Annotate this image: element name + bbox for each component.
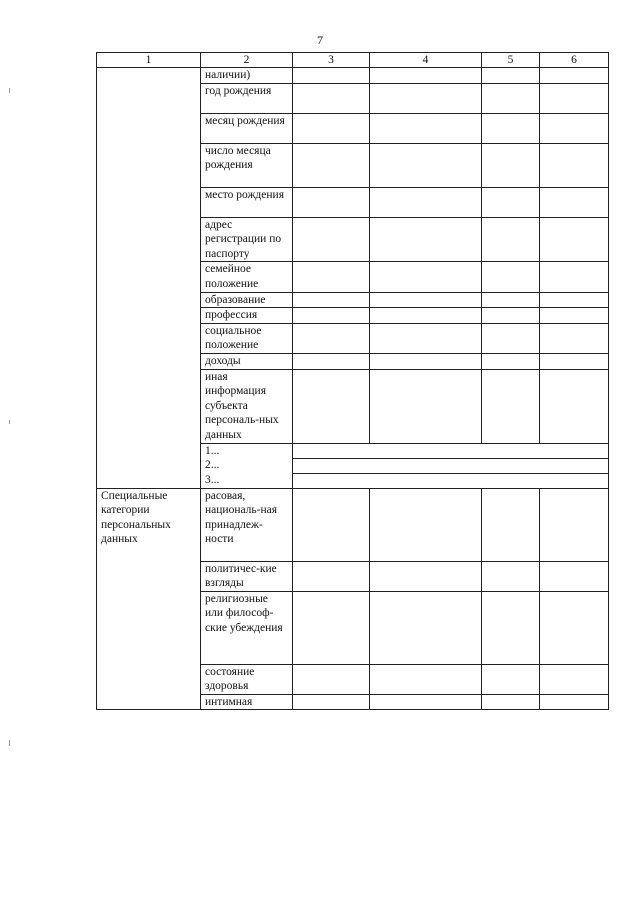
empty-cell [540, 591, 609, 664]
empty-cell [482, 664, 540, 694]
empty-cell [293, 369, 370, 443]
empty-cell [293, 488, 370, 561]
empty-cell [293, 308, 370, 324]
empty-cell [482, 292, 540, 308]
scan-artifact [9, 88, 10, 93]
empty-cell [370, 694, 482, 710]
item-cell: месяц рождения [201, 113, 293, 143]
empty-cell [540, 217, 609, 262]
empty-cell [293, 143, 370, 187]
empty-cell [540, 664, 609, 694]
empty-cell [293, 68, 370, 84]
empty-cell [370, 488, 482, 561]
empty-cell [293, 187, 370, 217]
column-header-3: 3 [293, 53, 370, 68]
empty-cell [482, 323, 540, 353]
empty-cell [370, 262, 482, 292]
empty-cell [482, 187, 540, 217]
empty-cell [540, 262, 609, 292]
empty-cell [540, 292, 609, 308]
empty-cell [370, 664, 482, 694]
empty-cell [370, 353, 482, 369]
empty-cell [540, 694, 609, 710]
empty-cell [540, 187, 609, 217]
item-cell: социальное положение [201, 323, 293, 353]
column-header-6: 6 [540, 53, 609, 68]
empty-cell [293, 561, 370, 591]
empty-cell [370, 217, 482, 262]
empty-cell [540, 353, 609, 369]
empty-cell [482, 143, 540, 187]
empty-cell [370, 83, 482, 113]
empty-cell [482, 369, 540, 443]
empty-cell [293, 694, 370, 710]
empty-cell [482, 217, 540, 262]
item-cell: профессия [201, 308, 293, 324]
page-number: 7 [317, 33, 323, 47]
item-cell: состояние здоровья [201, 664, 293, 694]
sub-item: 2... [205, 459, 220, 472]
item-cell: образование [201, 292, 293, 308]
empty-cell [540, 83, 609, 113]
scan-artifact [9, 740, 10, 746]
item-cell: адрес регистрации по паспорту [201, 217, 293, 262]
empty-cell [293, 83, 370, 113]
item-cell: религиозные или философ-ские убеждения [201, 591, 293, 664]
table-row [97, 68, 609, 84]
sub-items-cell [201, 443, 293, 488]
empty-cell [540, 323, 609, 353]
item-cell: интимная [201, 694, 293, 710]
item-cell: расовая, националь-ная принадлеж-ности [201, 488, 293, 561]
item-cell: доходы [201, 353, 293, 369]
empty-cell [540, 113, 609, 143]
empty-cell [482, 308, 540, 324]
column-header-1: 1 [97, 53, 201, 68]
empty-cell [370, 187, 482, 217]
empty-cell [370, 323, 482, 353]
empty-cell [482, 591, 540, 664]
column-header-5: 5 [482, 53, 540, 68]
item-cell: наличии) [201, 68, 293, 84]
empty-cell [540, 369, 609, 443]
empty-cell [293, 353, 370, 369]
empty-cell [482, 113, 540, 143]
empty-cell [293, 292, 370, 308]
sub-item: 1... [205, 444, 220, 457]
table-row [97, 488, 609, 561]
empty-cell [293, 323, 370, 353]
column-header-2: 2 [201, 53, 293, 68]
empty-cell [370, 113, 482, 143]
item-cell: иная информация субъекта персональ-ных данных [201, 369, 293, 443]
empty-cell [482, 262, 540, 292]
empty-cell [482, 561, 540, 591]
scan-artifact [9, 420, 10, 424]
empty-cell [482, 83, 540, 113]
personal-data-table [96, 52, 609, 710]
item-cell: число месяца рождения [201, 143, 293, 187]
sub-item: 3... [205, 473, 220, 486]
empty-cell [482, 694, 540, 710]
empty-cell [482, 68, 540, 84]
empty-cell [293, 664, 370, 694]
sub-items-empty-block [293, 443, 609, 488]
empty-cell [482, 488, 540, 561]
empty-cell [482, 353, 540, 369]
column-header-4: 4 [370, 53, 482, 68]
empty-cell [540, 561, 609, 591]
item-cell: семейное положение [201, 262, 293, 292]
empty-cell [293, 217, 370, 262]
empty-cell [293, 591, 370, 664]
empty-cell [540, 488, 609, 561]
empty-cell [293, 262, 370, 292]
empty-cell [540, 68, 609, 84]
empty-cell [370, 143, 482, 187]
item-cell: год рождения [201, 83, 293, 113]
empty-cell [370, 68, 482, 84]
empty-cell [540, 143, 609, 187]
table-header-row [97, 53, 609, 68]
item-cell: место рождения [201, 187, 293, 217]
empty-cell [293, 113, 370, 143]
category-cell-general [97, 68, 201, 489]
item-cell: политичес-кие взгляды [201, 561, 293, 591]
category-cell-special: Специальные категории персональных данных [97, 488, 201, 710]
empty-cell [370, 292, 482, 308]
empty-cell [370, 308, 482, 324]
empty-cell [370, 561, 482, 591]
empty-cell [370, 369, 482, 443]
empty-cell [540, 308, 609, 324]
empty-cell [370, 591, 482, 664]
